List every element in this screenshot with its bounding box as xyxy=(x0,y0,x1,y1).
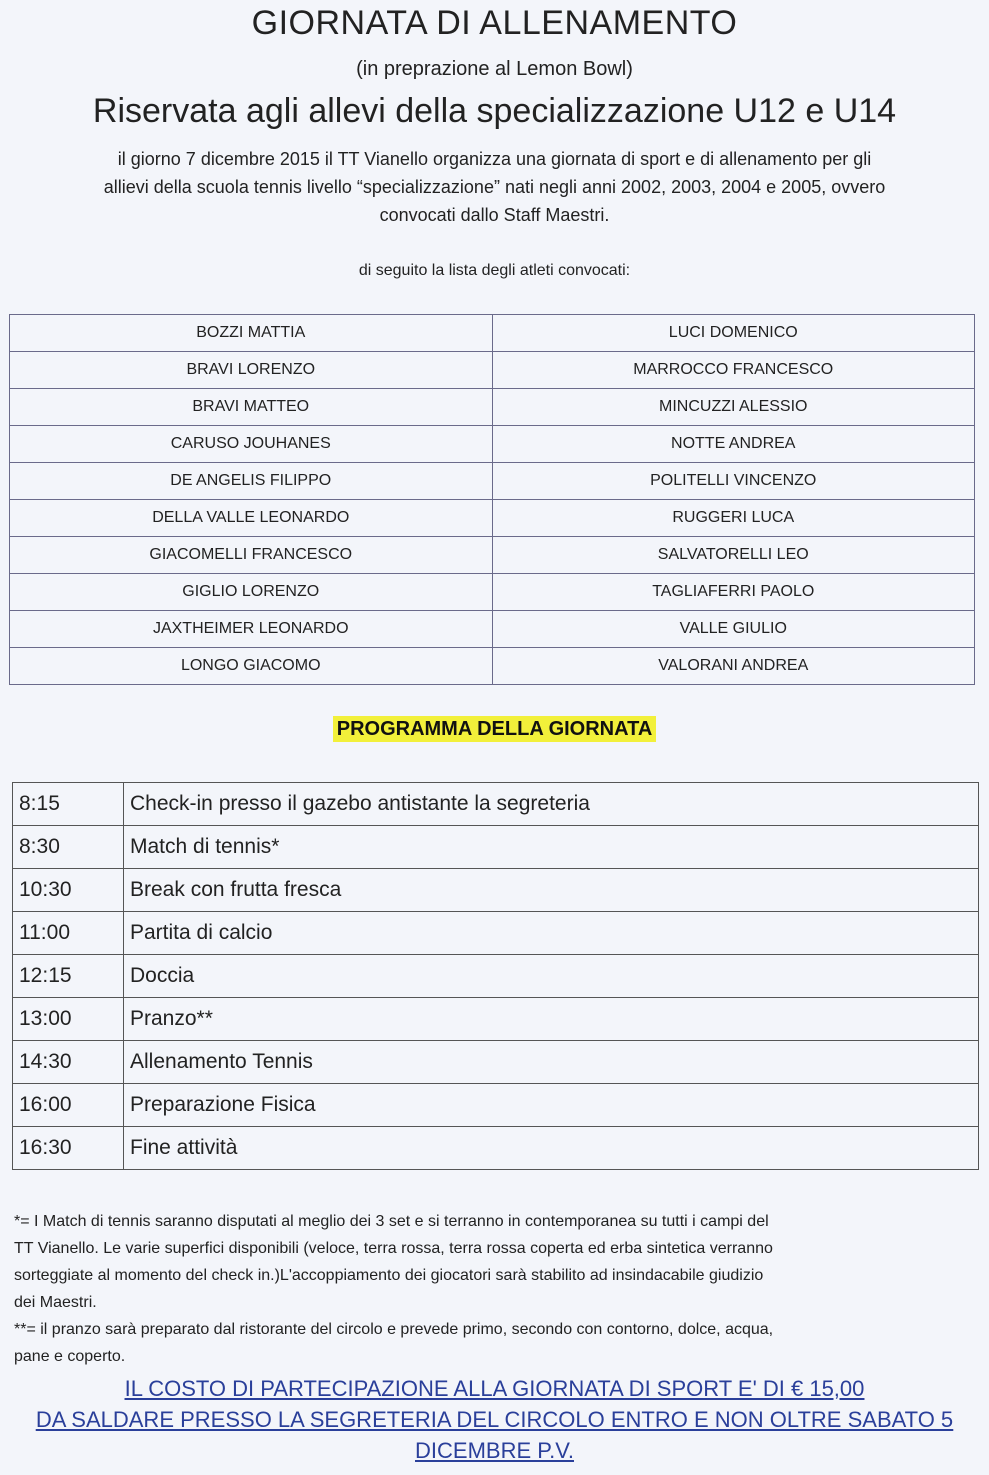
page-subtitle: (in preprazione al Lemon Bowl) xyxy=(356,58,633,80)
footnote-line: sorteggiate al momento del check in.)L'accoppiamento dei giocatori sarà stabilito ad insindacabile giudizio xyxy=(14,1267,764,1284)
intro-line: il giorno 7 dicembre 2015 il TT Vianello organizza una giornata di sport e di allenamento per gli xyxy=(117,149,872,169)
schedule-activity: Match di tennis* xyxy=(124,826,979,869)
schedule-time: 11:00 xyxy=(13,912,124,955)
cost-line: DA SALDARE PRESSO LA SEGRETERIA DEL CIRCOLO ENTRO E NON OLTRE SABATO 5 xyxy=(35,1407,954,1432)
schedule-activity: Doccia xyxy=(124,955,979,998)
schedule-activity: Check-in presso il gazebo antistante la segreteria xyxy=(124,783,979,826)
schedule-activity: Fine attività xyxy=(124,1127,979,1170)
athlete-cell: BRAVI LORENZO xyxy=(10,352,493,389)
cost-line: DICEMBRE P.V. xyxy=(415,1438,574,1463)
programma-highlight: PROGRAMMA DELLA GIORNATA xyxy=(333,716,657,742)
schedule-time: 8:15 xyxy=(13,783,124,826)
schedule-time: 14:30 xyxy=(13,1041,124,1084)
table-row xyxy=(10,463,975,500)
schedule-time: 16:30 xyxy=(13,1127,124,1170)
table-row xyxy=(13,955,979,998)
table-row xyxy=(13,1041,979,1084)
athlete-cell: LONGO GIACOMO xyxy=(10,648,493,685)
schedule-activity: Allenamento Tennis xyxy=(124,1041,979,1084)
table-row xyxy=(10,537,975,574)
table-row xyxy=(10,611,975,648)
athlete-cell: VALLE GIULIO xyxy=(492,611,975,648)
table-row xyxy=(13,912,979,955)
athlete-cell: BOZZI MATTIA xyxy=(10,315,493,352)
footnote-line: *= I Match di tennis saranno disputati al meglio dei 3 set e si terranno in contemporanea su tutti i campi del xyxy=(14,1213,769,1230)
athlete-cell: POLITELLI VINCENZO xyxy=(492,463,975,500)
schedule-time: 10:30 xyxy=(13,869,124,912)
footnote-line: pane e coperto. xyxy=(14,1348,126,1365)
athlete-cell: LUCI DOMENICO xyxy=(492,315,975,352)
intro-paragraph xyxy=(20,145,969,229)
table-row xyxy=(10,500,975,537)
table-row xyxy=(10,315,975,352)
athlete-cell: DE ANGELIS FILIPPO xyxy=(10,463,493,500)
schedule-activity: Preparazione Fisica xyxy=(124,1084,979,1127)
schedule-table xyxy=(12,782,979,1170)
athletes-list-intro: di seguito la lista degli atleti convocati: xyxy=(358,262,631,279)
table-row xyxy=(13,998,979,1041)
intro-line: convocati dallo Staff Maestri. xyxy=(379,205,610,225)
schedule-time: 8:30 xyxy=(13,826,124,869)
table-row xyxy=(10,352,975,389)
athlete-cell: BRAVI MATTEO xyxy=(10,389,493,426)
table-row xyxy=(13,1127,979,1170)
cost-line: IL COSTO DI PARTECIPAZIONE ALLA GIORNATA DI SPORT E' DI € 15,00 xyxy=(124,1376,865,1401)
athlete-cell: CARUSO JOUHANES xyxy=(10,426,493,463)
athlete-cell: RUGGERI LUCA xyxy=(492,500,975,537)
page-title: GIORNATA DI ALLENAMENTO xyxy=(251,4,738,42)
schedule-time: 13:00 xyxy=(13,998,124,1041)
programma-heading xyxy=(0,718,989,741)
table-row xyxy=(10,426,975,463)
table-row xyxy=(13,869,979,912)
schedule-activity: Break con frutta fresca xyxy=(124,869,979,912)
table-row xyxy=(13,826,979,869)
table-row xyxy=(10,648,975,685)
athlete-cell: NOTTE ANDREA xyxy=(492,426,975,463)
athlete-cell: SALVATORELLI LEO xyxy=(492,537,975,574)
table-row xyxy=(10,574,975,611)
athlete-cell: JAXTHEIMER LEONARDO xyxy=(10,611,493,648)
schedule-time: 12:15 xyxy=(13,955,124,998)
athlete-cell: DELLA VALLE LEONARDO xyxy=(10,500,493,537)
athlete-cell: TAGLIAFERRI PAOLO xyxy=(492,574,975,611)
schedule-activity: Partita di calcio xyxy=(124,912,979,955)
table-row xyxy=(13,783,979,826)
athletes-table xyxy=(9,314,975,685)
table-row xyxy=(10,389,975,426)
athlete-cell: GIGLIO LORENZO xyxy=(10,574,493,611)
athlete-cell: MINCUZZI ALESSIO xyxy=(492,389,975,426)
schedule-time: 16:00 xyxy=(13,1084,124,1127)
athlete-cell: MARROCCO FRANCESCO xyxy=(492,352,975,389)
footnote-line: **= il pranzo sarà preparato dal ristorante del circolo e prevede primo, secondo con contorno, dolce, acqua, xyxy=(14,1321,774,1338)
intro-line: allievi della scuola tennis livello “specializzazione” nati negli anni 2002, 2003, 2004 e 2005, ovvero xyxy=(103,177,886,197)
athlete-cell: GIACOMELLI FRANCESCO xyxy=(10,537,493,574)
footnote-line: TT Vianello. Le varie superfici disponibili (veloce, terra rossa, terra rossa coperta ed erba sintetica verranno xyxy=(14,1240,773,1257)
schedule-activity: Pranzo** xyxy=(124,998,979,1041)
cost-notice xyxy=(0,1373,989,1466)
table-row xyxy=(13,1084,979,1127)
athlete-cell: VALORANI ANDREA xyxy=(492,648,975,685)
footnote-line: dei Maestri. xyxy=(14,1294,97,1311)
footnotes xyxy=(14,1208,976,1370)
page-headline: Riservata agli allevi della specializzazione U12 e U14 xyxy=(92,92,897,130)
